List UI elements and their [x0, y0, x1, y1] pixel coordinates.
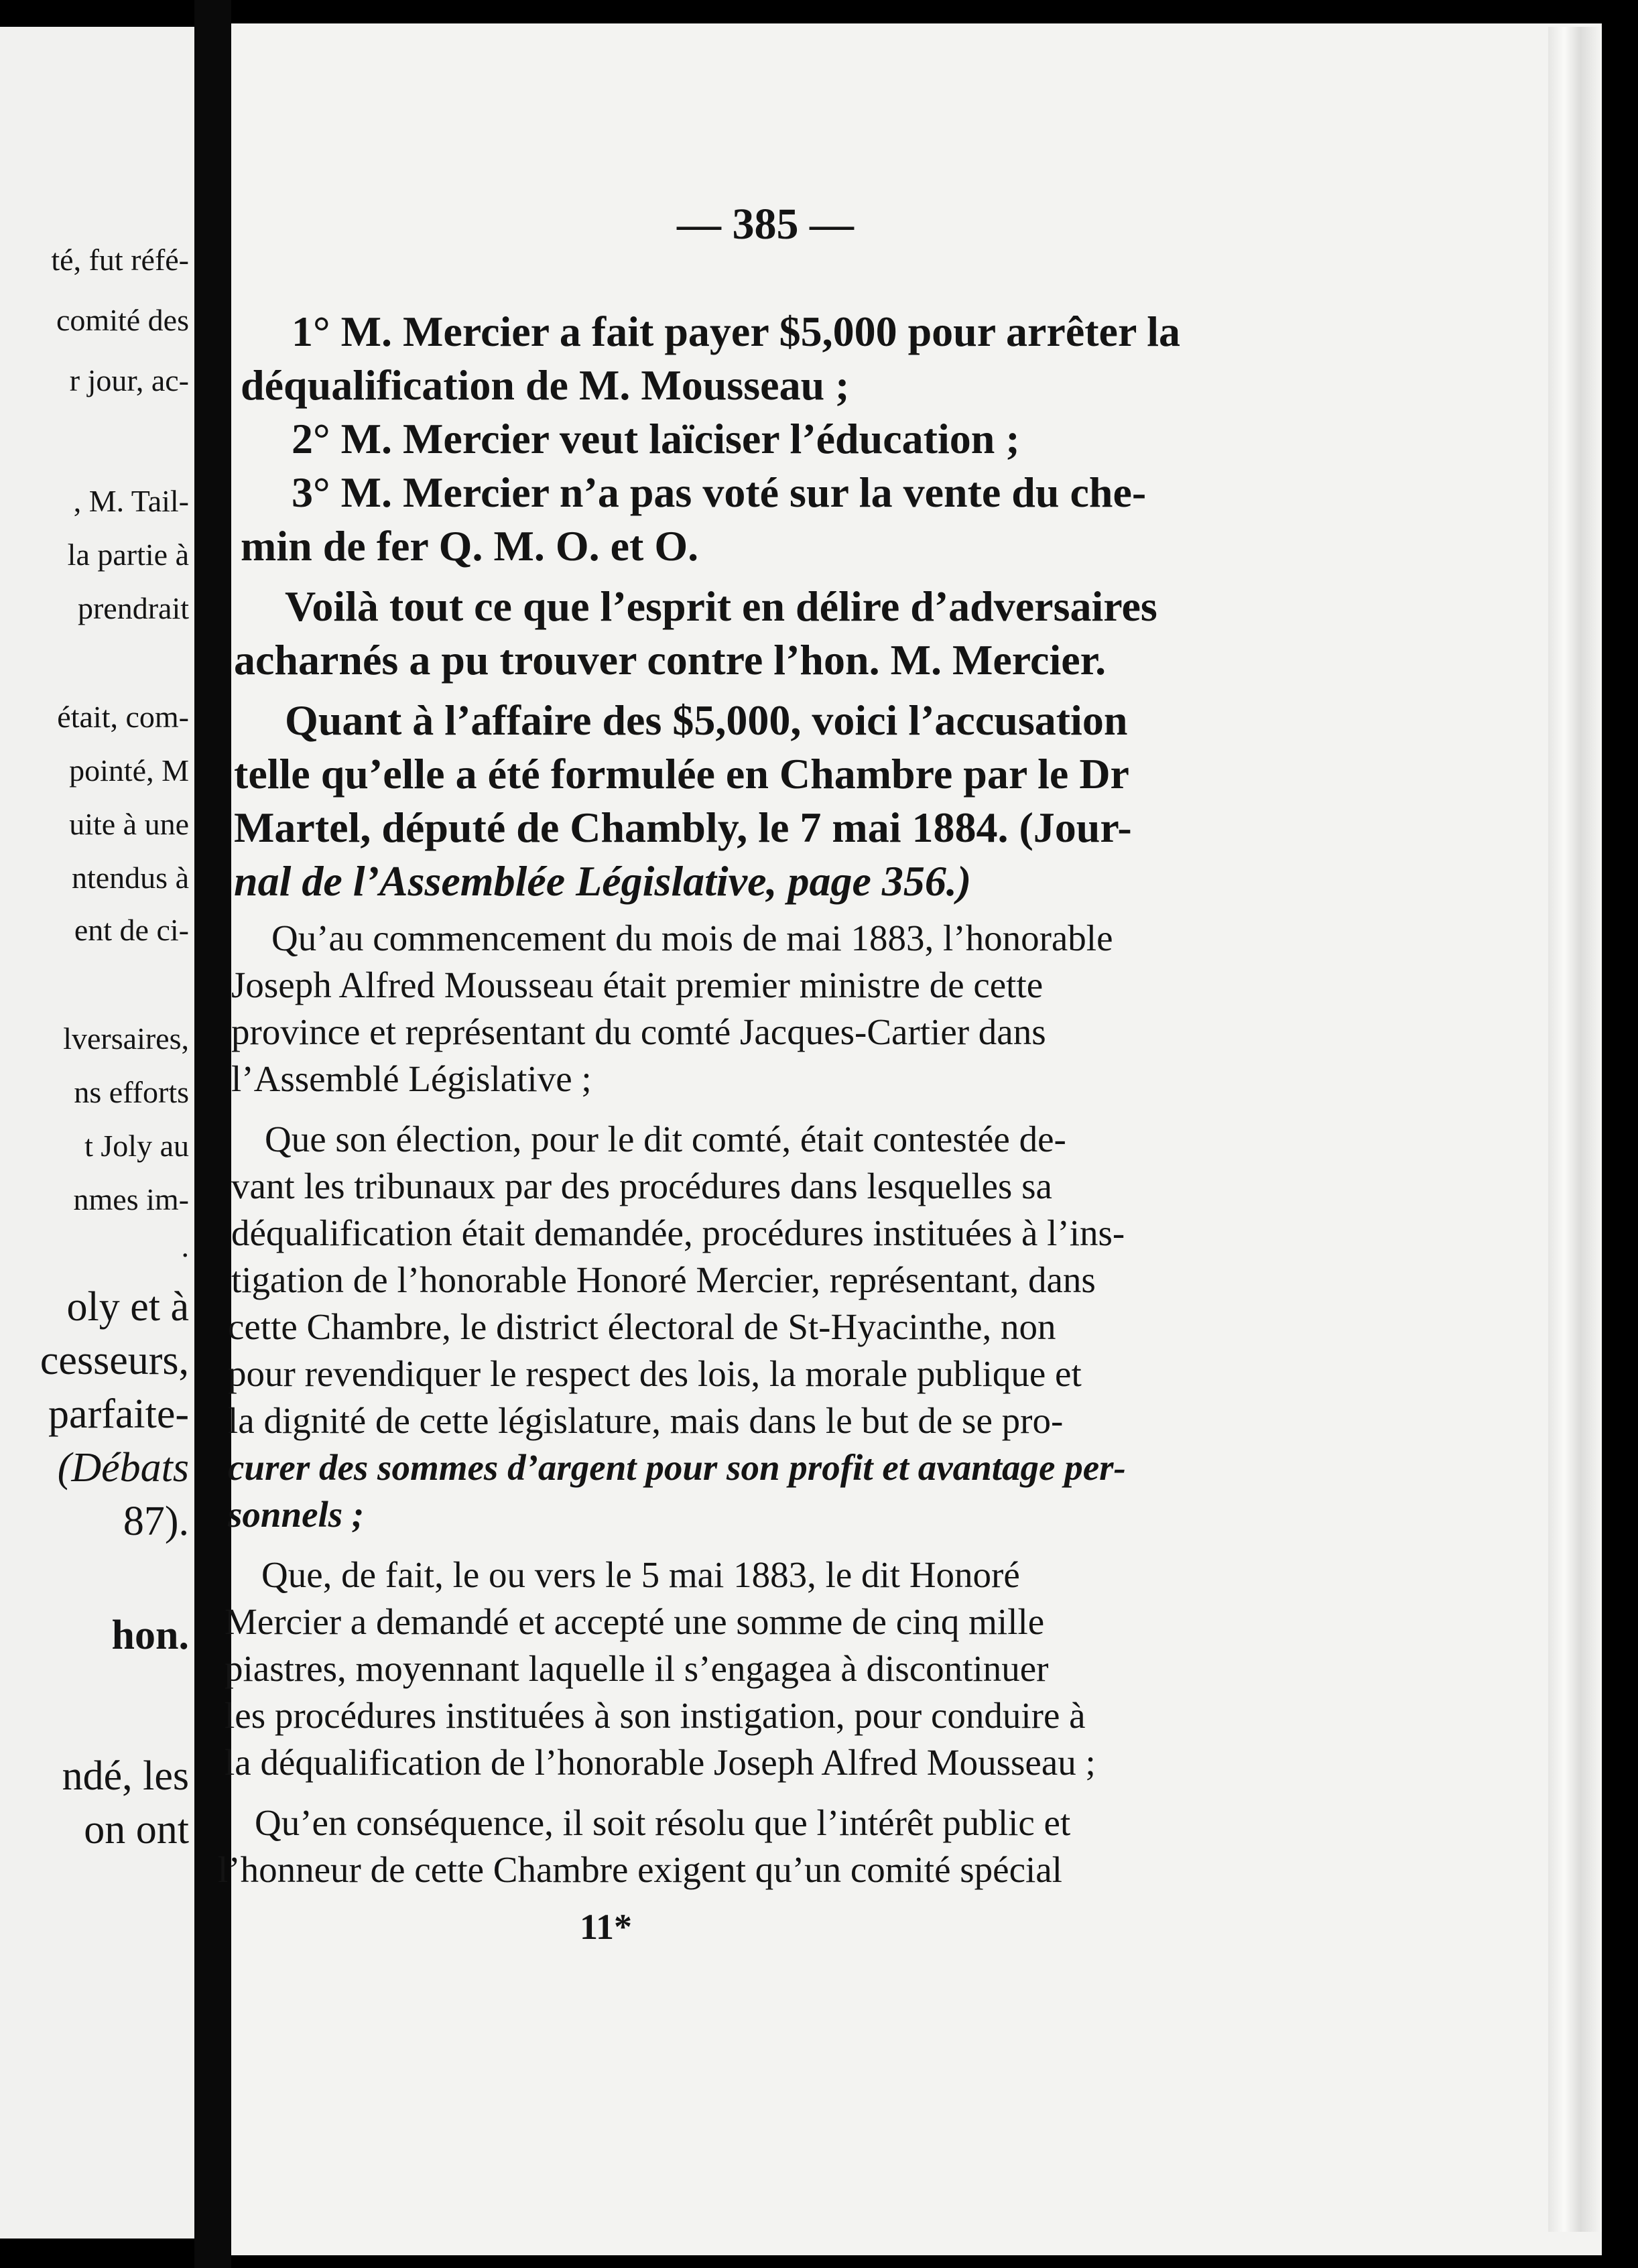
left-text-line: ns efforts: [74, 1075, 189, 1109]
left-text-line: t Joly au: [84, 1129, 189, 1163]
text-line: Voilà tout ce que l’esprit en délire d’adversaires: [285, 582, 1157, 630]
left-text-line: té, fut réfé-: [51, 243, 189, 277]
text-line: l’honneur de cette Chambre exigent qu’un comité spécial: [218, 1849, 1062, 1890]
left-text-line: lversaires,: [63, 1021, 189, 1056]
text-line: Quant à l’affaire des $5,000, voici l’accusation: [285, 696, 1128, 744]
signature-mark: 11*: [580, 1907, 633, 1947]
text-line: curer des sommes d’argent pour son profit et avantage per-: [228, 1447, 1126, 1488]
text-line: la déqualification de l’honorable Joseph Alfred Mousseau ;: [225, 1742, 1096, 1783]
text-line: Que son élection, pour le dit comté, était contestée de-: [265, 1119, 1066, 1159]
left-text-line: était, com-: [57, 700, 189, 734]
text-line: Qu’en conséquence, il soit résolu que l’intérêt public et: [255, 1802, 1071, 1843]
page-385: [218, 23, 1602, 2255]
text-line: 3° M. Mercier n’a pas voté sur la vente du che-: [292, 468, 1147, 516]
left-text-line: prendrait: [77, 591, 189, 625]
text-line: Mercier a demandé et accepté une somme de cinq mille: [225, 1601, 1045, 1642]
text-line: Qu’au commencement du mois de mai 1883, l’honorable: [271, 918, 1113, 958]
left-text-line: ntendus à: [71, 861, 189, 895]
text-line: Que, de fait, le ou vers le 5 mai 1883, le dit Honoré: [261, 1554, 1020, 1595]
left-text-line: pointé, M: [69, 753, 189, 788]
text-line: la dignité de cette législature, mais dans le but de se pro-: [228, 1400, 1064, 1441]
page-text: [218, 23, 1602, 2255]
left-text-line: cesseurs,: [40, 1338, 189, 1383]
left-text-line: (Débats: [57, 1445, 189, 1491]
text-line: vant les tribunaux par des procédures dans lesquelles sa: [231, 1166, 1052, 1206]
text-line: les procédures instituées à son instigation, pour conduire à: [225, 1695, 1086, 1736]
left-text-line: uite à une: [69, 807, 189, 841]
text-line: nal de l’Assemblée Législative, page 356.): [234, 857, 972, 905]
left-text-line: ndé, les: [62, 1753, 189, 1799]
text-line: 2° M. Mercier veut laïciser l’éducation ;: [292, 415, 1020, 462]
book-gutter: [194, 0, 231, 2268]
text-line: acharnés a pu trouver contre l’hon. M. Mercier.: [234, 636, 1107, 684]
left-text-line: 87).: [123, 1499, 189, 1544]
text-line: pour revendiquer le respect des lois, la morale publique et: [228, 1353, 1082, 1394]
text-line: piastres, moyennant laquelle il s’engagea à discontinuer: [225, 1648, 1049, 1689]
left-text-line: nmes im-: [73, 1182, 189, 1216]
text-line: cette Chambre, le district électoral de St-Hyacinthe, non: [228, 1306, 1056, 1347]
text-line: Joseph Alfred Mousseau était premier ministre de cette: [231, 964, 1044, 1005]
left-text-line: oly et à: [66, 1284, 189, 1330]
left-text-line: r jour, ac-: [69, 363, 189, 397]
text-line: tigation de l’honorable Honoré Mercier, représentant, dans: [231, 1259, 1096, 1300]
text-line: Martel, député de Chambly, le 7 mai 1884. (Jour-: [234, 804, 1132, 851]
left-text-line: ent de ci-: [74, 913, 189, 947]
text-line: sonnels ;: [228, 1494, 365, 1535]
text-line: telle qu’elle a été formulée en Chambre par le Dr: [234, 750, 1129, 798]
text-line: province et représentant du comté Jacques-Cartier dans: [231, 1011, 1046, 1052]
page-edges: [1548, 27, 1602, 2232]
text-line: 1° M. Mercier a fait payer $5,000 pour arrêter la: [292, 308, 1180, 355]
text-line: l’Assemblé Législative ;: [231, 1058, 592, 1099]
left-text-line: on ont: [84, 1807, 189, 1852]
left-text-line: hon.: [111, 1613, 189, 1658]
left-text-line: la partie à: [67, 538, 189, 572]
left-text-line: , M. Tail-: [73, 484, 189, 518]
text-line: déqualification de M. Mousseau ;: [241, 361, 850, 409]
text-line: min de fer Q. M. O. et O.: [241, 522, 699, 570]
left-page-fragment: [0, 27, 194, 2239]
left-text-line: parfaite-: [48, 1391, 189, 1437]
page-number: — 385 —: [677, 200, 854, 249]
left-text-line: .: [181, 1229, 189, 1263]
text-line: déqualification était demandée, procédures instituées à l’ins-: [231, 1212, 1125, 1253]
left-text-line: comité des: [56, 303, 189, 337]
